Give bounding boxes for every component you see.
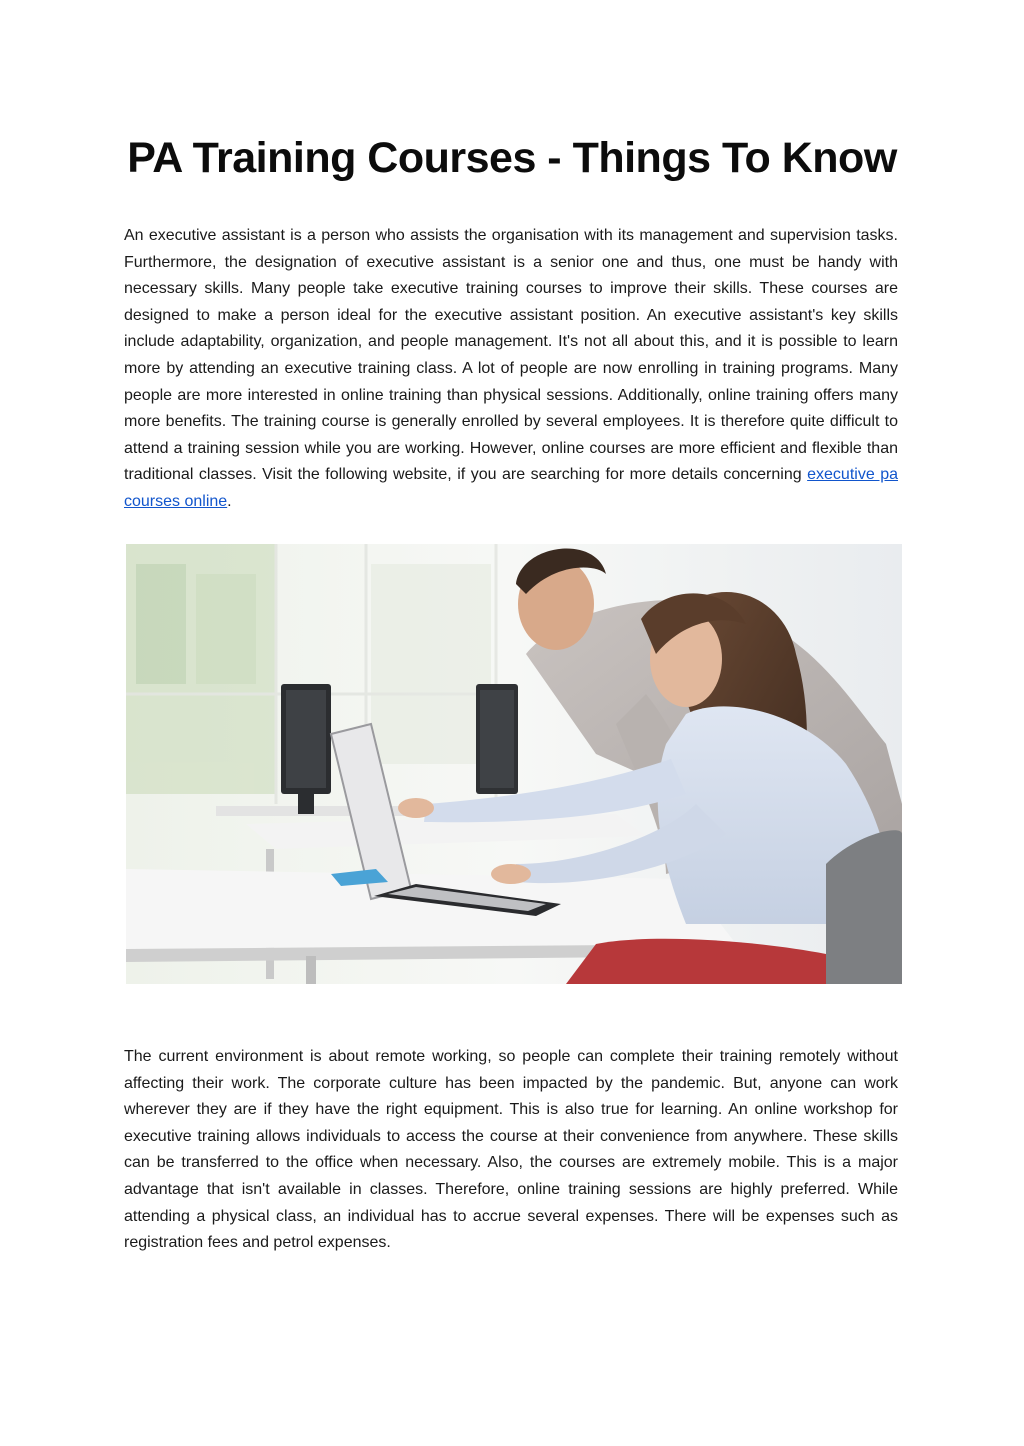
- intro-paragraph: [124, 223, 898, 516]
- office-training-photo: [126, 544, 902, 984]
- remote-training-paragraph: The current environment is about remote working, so people can complete their training remotely without affecting their work. The corporate culture has been impacted by the pandemic. But, anyone can work wherever they are if they have the right equipment. This is also true for learning. An online workshop for executive training allows individuals to access the course at their convenience from anywhere. These skills can be transferred to the office when necessary. Also, the courses are extremely mobile. This is a major advantage that isn't available in classes. Therefore, online training sessions are highly preferred. While attending a physical class, an individual has to accrue several expenses. There will be expenses such as registration fees and petrol expenses.: [124, 1048, 898, 1252]
- intro-paragraph-text: An executive assistant is a person who assists the organisation with its management and supervision tasks. Furthermore, the designation of executive assistant is a senior one and thus, one must be handy with necessary skills. Many people take executive training courses to improve their skills. These courses are designed to make a person ideal for the executive assistant position. An executive assistant's key skills include adaptability, organization, and people management. It's not all about this, and it is possible to learn more by attending an executive training class. A lot of people are now enrolling in training programs. Many people are more interested in online training than physical sessions. Additionally, online training offers many more benefits. The training course is generally enrolled by several employees. It is therefore quite difficult to attend a training session while you are working. However, online courses are more efficient and flexible than traditional classes. Visit the following website, if you are searching for more details concerning: [124, 227, 898, 484]
- executive-pa-courses-link[interactable]: executive pa courses online: [124, 466, 899, 510]
- page-title: PA Training Courses - Things To Know: [127, 134, 897, 182]
- intro-paragraph-end: .: [227, 492, 232, 510]
